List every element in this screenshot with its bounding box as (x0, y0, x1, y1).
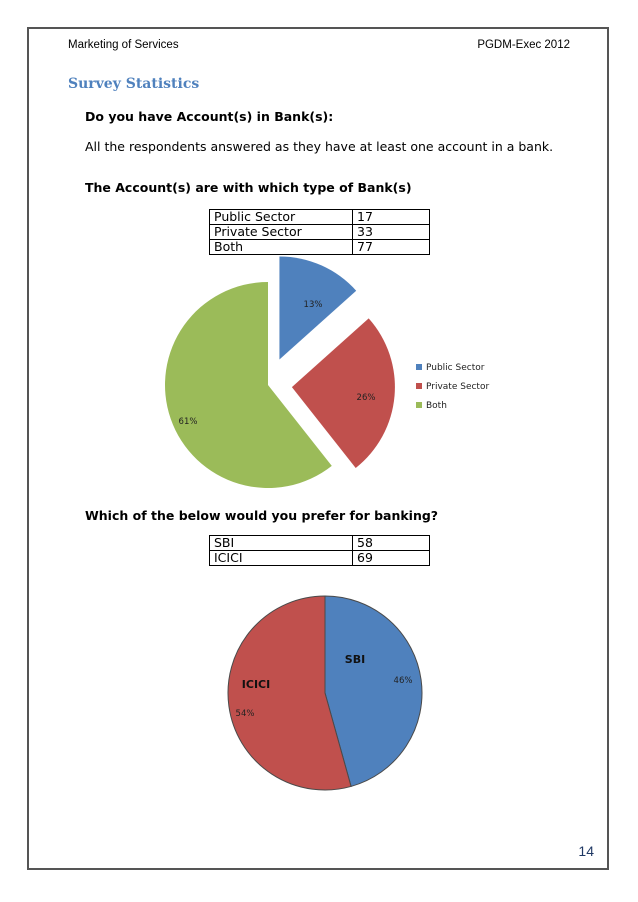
table-cell-value: 77 (353, 240, 430, 255)
table-cell-label: Both (210, 240, 353, 255)
page-number: 14 (578, 843, 594, 859)
q1-answer: All the respondents answered as they have at least one account in a bank. (85, 139, 554, 154)
table-cell-value: 58 (353, 536, 430, 551)
section-title: Survey Statistics (68, 76, 200, 92)
header-course-title: Marketing of Services (68, 39, 179, 51)
pie-percent-label: 26% (356, 393, 376, 403)
legend-entry: Private Sector (426, 382, 490, 392)
header-program: PGDM-Exec 2012 (477, 39, 570, 51)
pie-percent-label: 46% (393, 676, 413, 686)
pie-category-label: ICICI (241, 678, 271, 691)
q2-heading: The Account(s) are with which type of Bank(s) (85, 180, 412, 195)
table-cell-value: 69 (353, 551, 430, 566)
pie-percent-label: 13% (303, 300, 323, 310)
q3-heading: Which of the below would you prefer for banking? (85, 508, 439, 523)
table-cell-value: 33 (353, 225, 430, 240)
table-cell-label: Private Sector (210, 225, 353, 240)
table-cell-label: ICICI (210, 551, 353, 566)
pie-percent-label: 54% (235, 709, 255, 719)
legend-entry: Public Sector (426, 363, 485, 373)
legend-entry: Both (426, 401, 447, 411)
pie-percent-label: 61% (178, 417, 198, 427)
q1-heading: Do you have Account(s) in Bank(s): (85, 109, 334, 124)
table-cell-label: Public Sector (210, 210, 353, 225)
table-cell-value: 17 (353, 210, 430, 225)
pie-category-label: SBI (344, 653, 366, 666)
table-cell-label: SBI (210, 536, 353, 551)
